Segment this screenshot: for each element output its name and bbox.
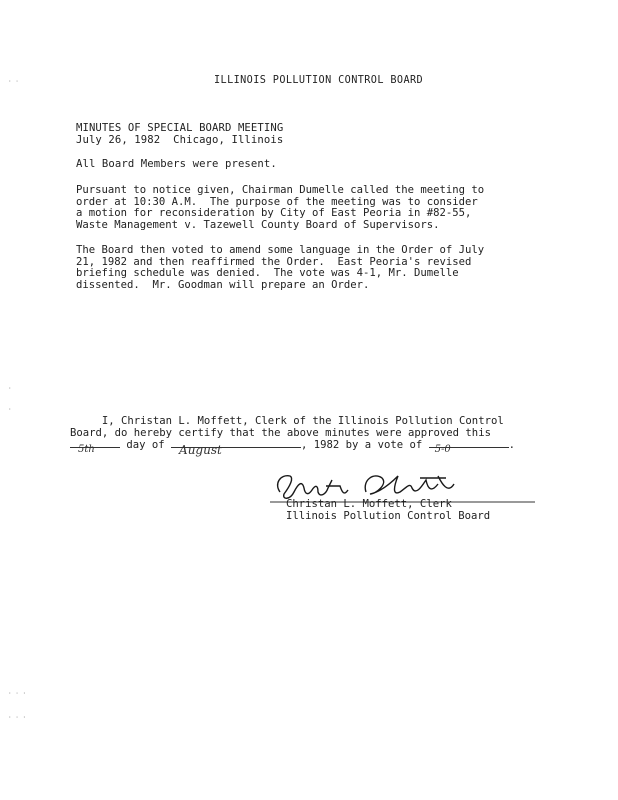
clerk-organization: Illinois Pollution Control Board [286, 510, 491, 522]
meeting-date-location: July 26, 1982 Chicago, Illinois [76, 134, 284, 146]
vote-blank [429, 444, 509, 455]
board-vote-paragraph [76, 245, 556, 291]
signature-block [286, 498, 490, 522]
certification-approval-line [70, 439, 570, 457]
paragraph-line: dissented. Mr. Goodman will prepare an Order. [76, 278, 370, 291]
paragraph-line: Pursuant to notice given, Chairman Dumelle called the meeting to [76, 184, 485, 196]
paragraph-line: The Board then voted to amend some language in the Order of July [76, 244, 485, 256]
scan-speck: · · [8, 78, 19, 85]
scan-speck: · · · [8, 690, 27, 697]
scan-speck: · [8, 406, 12, 413]
period: . [508, 439, 515, 451]
day-of-text: day of [120, 439, 172, 451]
handwritten-day: 5th [78, 444, 95, 455]
handwritten-month: August [179, 443, 222, 457]
clerk-name-title: Christan L. Moffett, Clerk [286, 498, 452, 510]
meeting-purpose-paragraph [76, 185, 556, 231]
paragraph-line: Waste Management v. Tazewell County Board of Supervisors. [76, 218, 440, 231]
handwritten-vote: 5-0 [434, 444, 451, 455]
clerk-certification [70, 415, 570, 457]
minutes-title: MINUTES OF SPECIAL BOARD MEETING [76, 122, 284, 134]
scan-speck: · [8, 385, 12, 392]
paragraph-line: briefing schedule was denied. The vote was 4-1, Mr. Dumelle [76, 267, 459, 279]
certification-line: I, Christan L. Moffett, Clerk of the Illinois Pollution Control [70, 415, 504, 427]
attendance-statement: All Board Members were present. [76, 158, 277, 170]
day-blank [70, 444, 120, 455]
scan-speck: · · · [8, 714, 27, 721]
certification-line: Board, do hereby certify that the above minutes were approved this [70, 427, 491, 439]
paragraph-line: a motion for reconsideration by City of East Peoria in #82-55, [76, 207, 472, 219]
paragraph-line: order at 10:30 A.M. The purpose of the meeting was to consider [76, 195, 478, 208]
board-header: ILLINOIS POLLUTION CONTROL BOARD [214, 75, 424, 86]
paragraph-line: 21, 1982 and then reaffirmed the Order. East Peoria's revised [76, 255, 472, 268]
month-blank [171, 443, 301, 457]
year-vote-text: , 1982 by a vote of [301, 439, 429, 451]
